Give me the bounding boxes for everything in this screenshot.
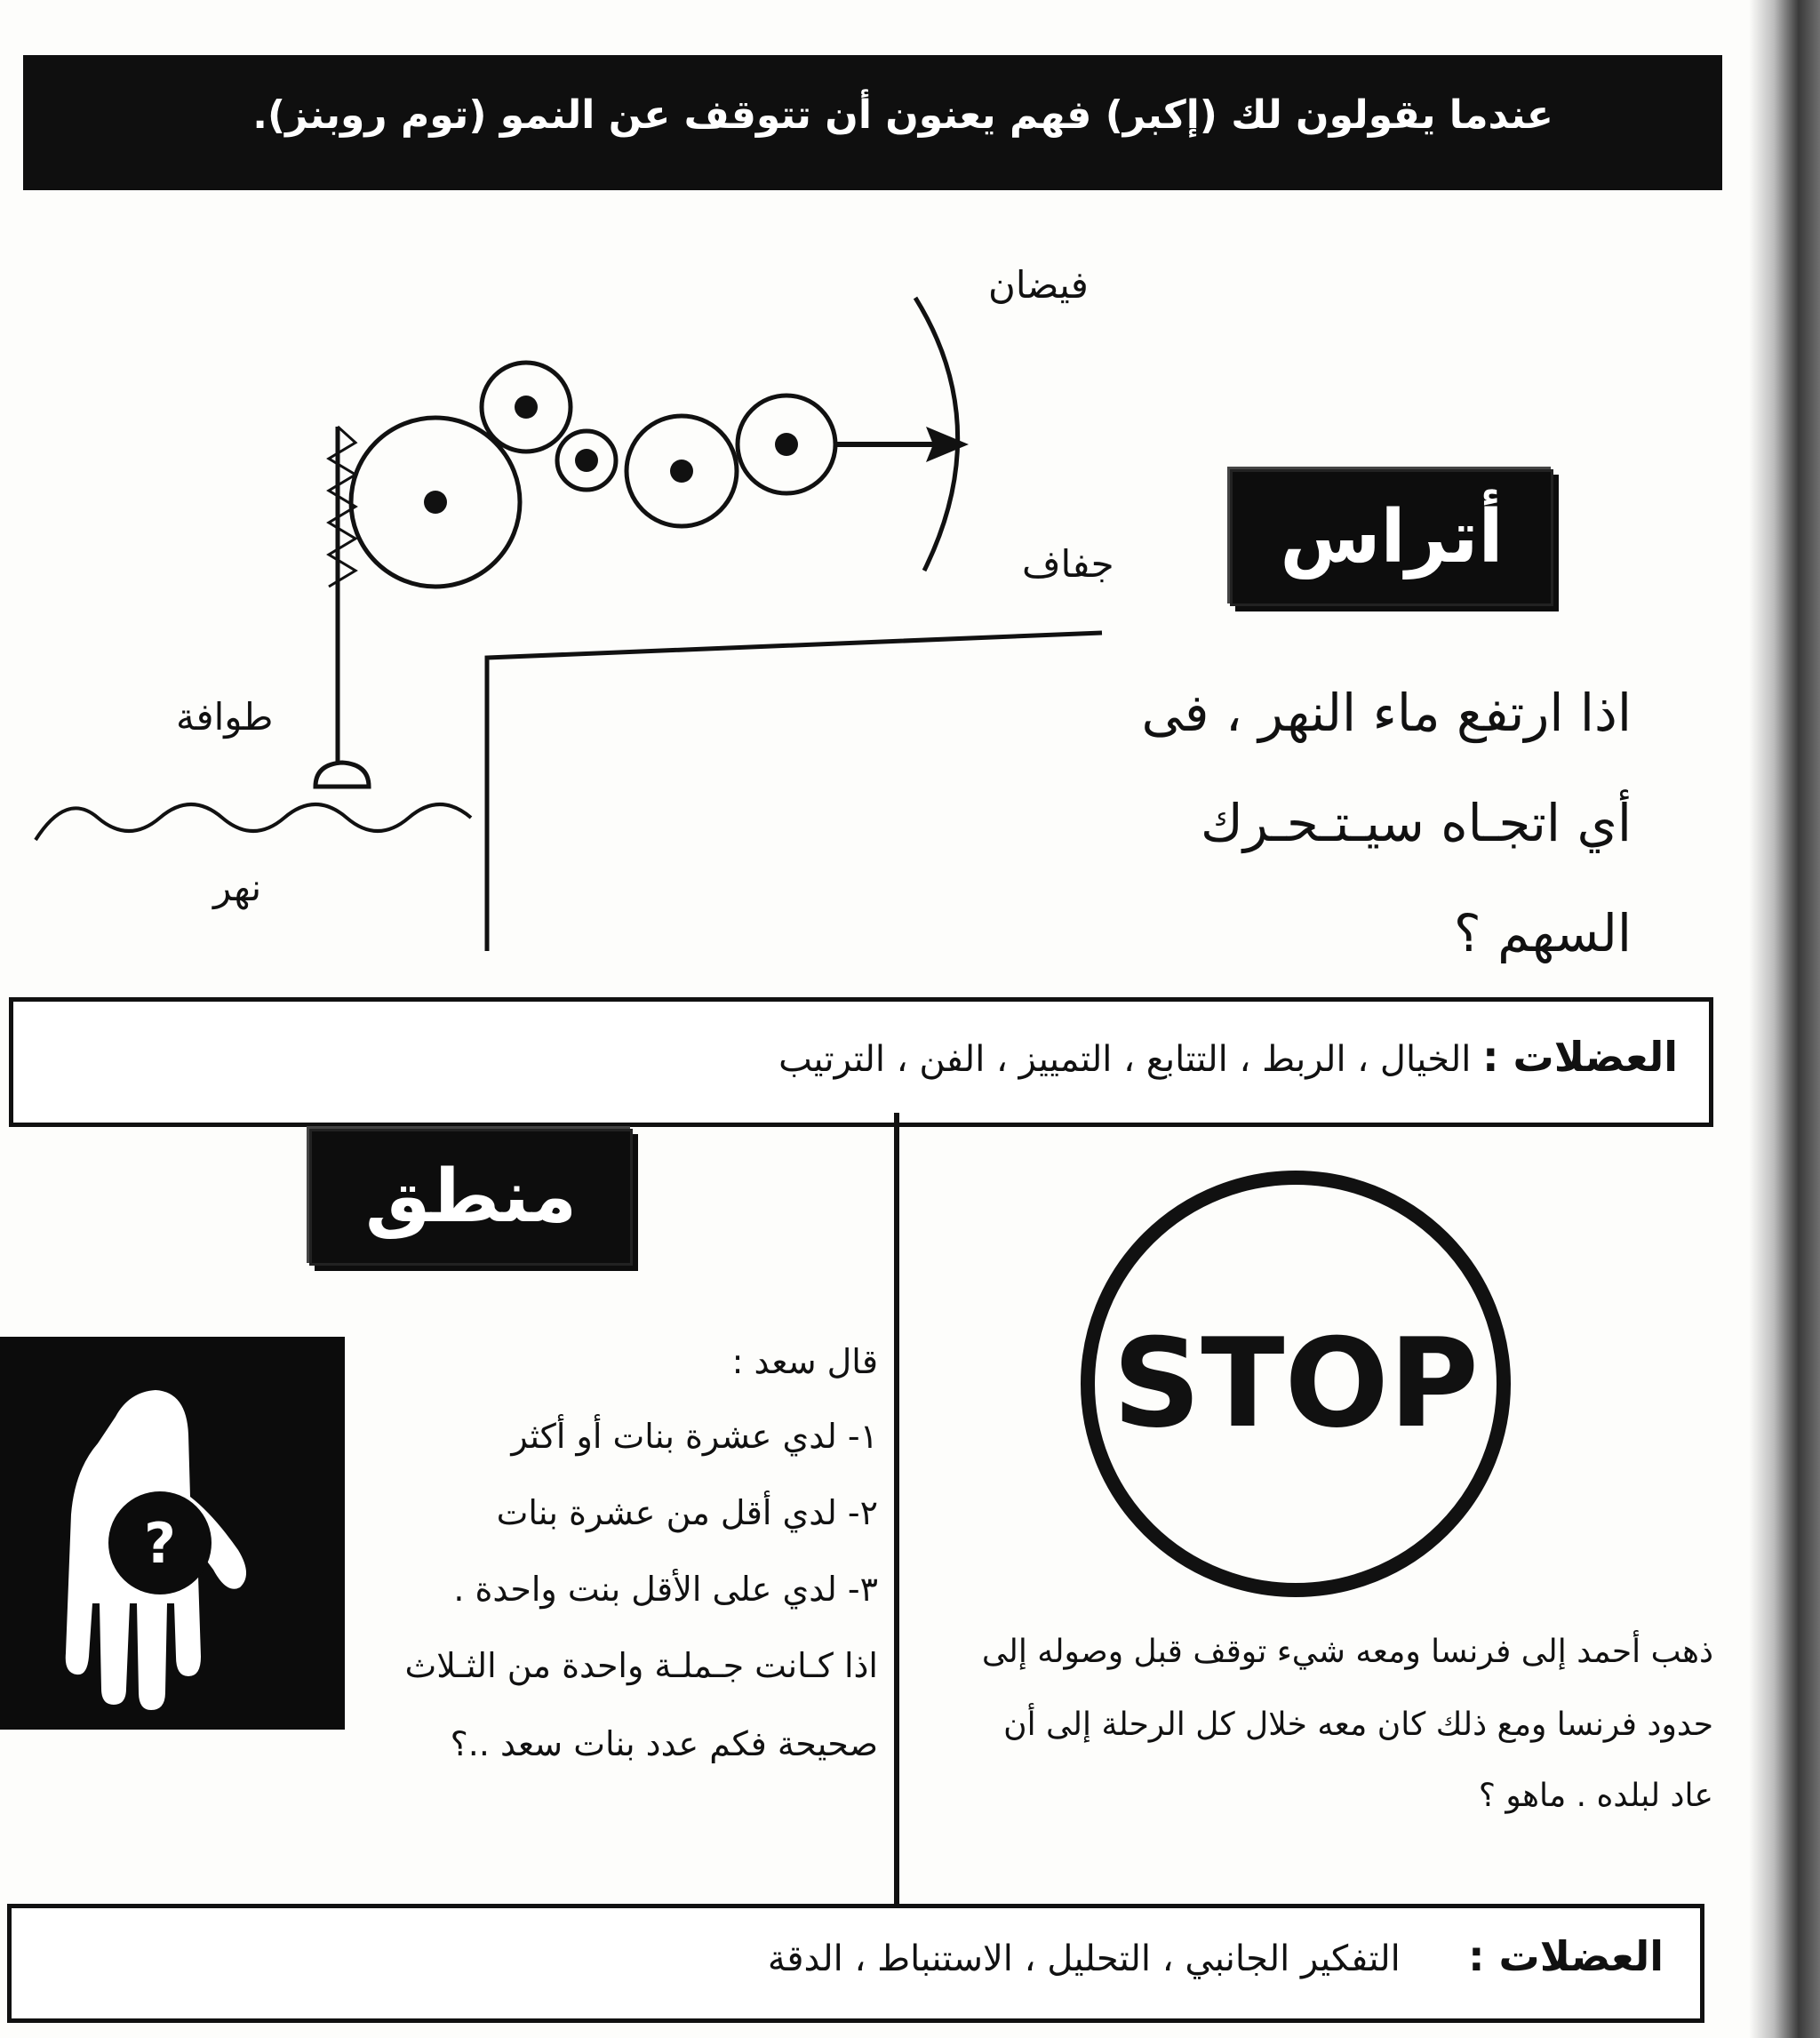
page-edge-shadow	[1749, 0, 1820, 2038]
skills-value: التفكير الجانبي ، التحليل ، الاستنباط ، الدقة	[767, 1938, 1401, 1979]
skills-key: العضلات :	[1468, 1932, 1664, 1980]
float-icon	[315, 763, 369, 787]
label-flood: فيضان	[988, 263, 1089, 307]
logic-line-1: ١- لدي عشرة بنات أو أكثر	[511, 1417, 878, 1456]
logic-line-3: ٣- لدي على الأقل بنت واحدة .	[453, 1570, 878, 1609]
logic-title: منطق	[309, 1129, 633, 1266]
stop-line-1: ذهب أحمد إلى فرنسا ومعه شيء توقف قبل وصوله إلى	[981, 1634, 1713, 1670]
label-float: طوافة	[176, 695, 274, 739]
hand-image-box	[0, 1337, 345, 1730]
stop-sign-icon	[1074, 1166, 1518, 1602]
gears-title: أتراس	[1230, 469, 1553, 606]
skills-line-1	[778, 1033, 1678, 1081]
skills-value: الخيال ، الربط ، التتابع ، التمييز ، الفن ، الترتيب	[778, 1039, 1472, 1080]
question-line-1: اذا ارتفع ماء النهر ، فى	[1141, 683, 1632, 743]
logic-line-5: صحيحة فكم عدد بنات سعد ..؟	[450, 1724, 878, 1763]
logic-line-intro: قال سعد :	[731, 1342, 878, 1381]
question-line-3: السهم ؟	[1453, 903, 1632, 963]
logic-line-2: ٢- لدي أقل من عشرة بنات	[496, 1493, 878, 1532]
label-dry: جفاف	[1022, 542, 1114, 586]
skills-line-2	[768, 1932, 1664, 1980]
quote-text: عندما يقولون لك (إكبر) فهم يعنون أن تتوقف عن النمو (توم روبنز).	[252, 92, 1553, 138]
stop-line-3: عاد لبلده . ماهو ؟	[1478, 1778, 1713, 1814]
wall-line	[487, 633, 1102, 951]
question-line-2: أي اتجـاه سيـتـحـرك	[1201, 793, 1632, 853]
river-waves	[36, 804, 471, 840]
svg-text:STOP: STOP	[1113, 1312, 1479, 1455]
hand-question-icon	[0, 1337, 345, 1730]
gear-diagram	[0, 249, 1155, 960]
svg-text:?: ?	[144, 1511, 176, 1576]
stop-line-2: حدود فرنسا ومع ذلك كان معه خلال كل الرحلة إلى أن	[1003, 1706, 1713, 1743]
label-river: نهر	[213, 866, 262, 909]
logic-line-4: اذا كـانت جـملـة واحدة من الثـلاث	[404, 1646, 878, 1685]
column-divider	[894, 1113, 899, 1913]
skills-key: العضلات :	[1482, 1033, 1678, 1081]
